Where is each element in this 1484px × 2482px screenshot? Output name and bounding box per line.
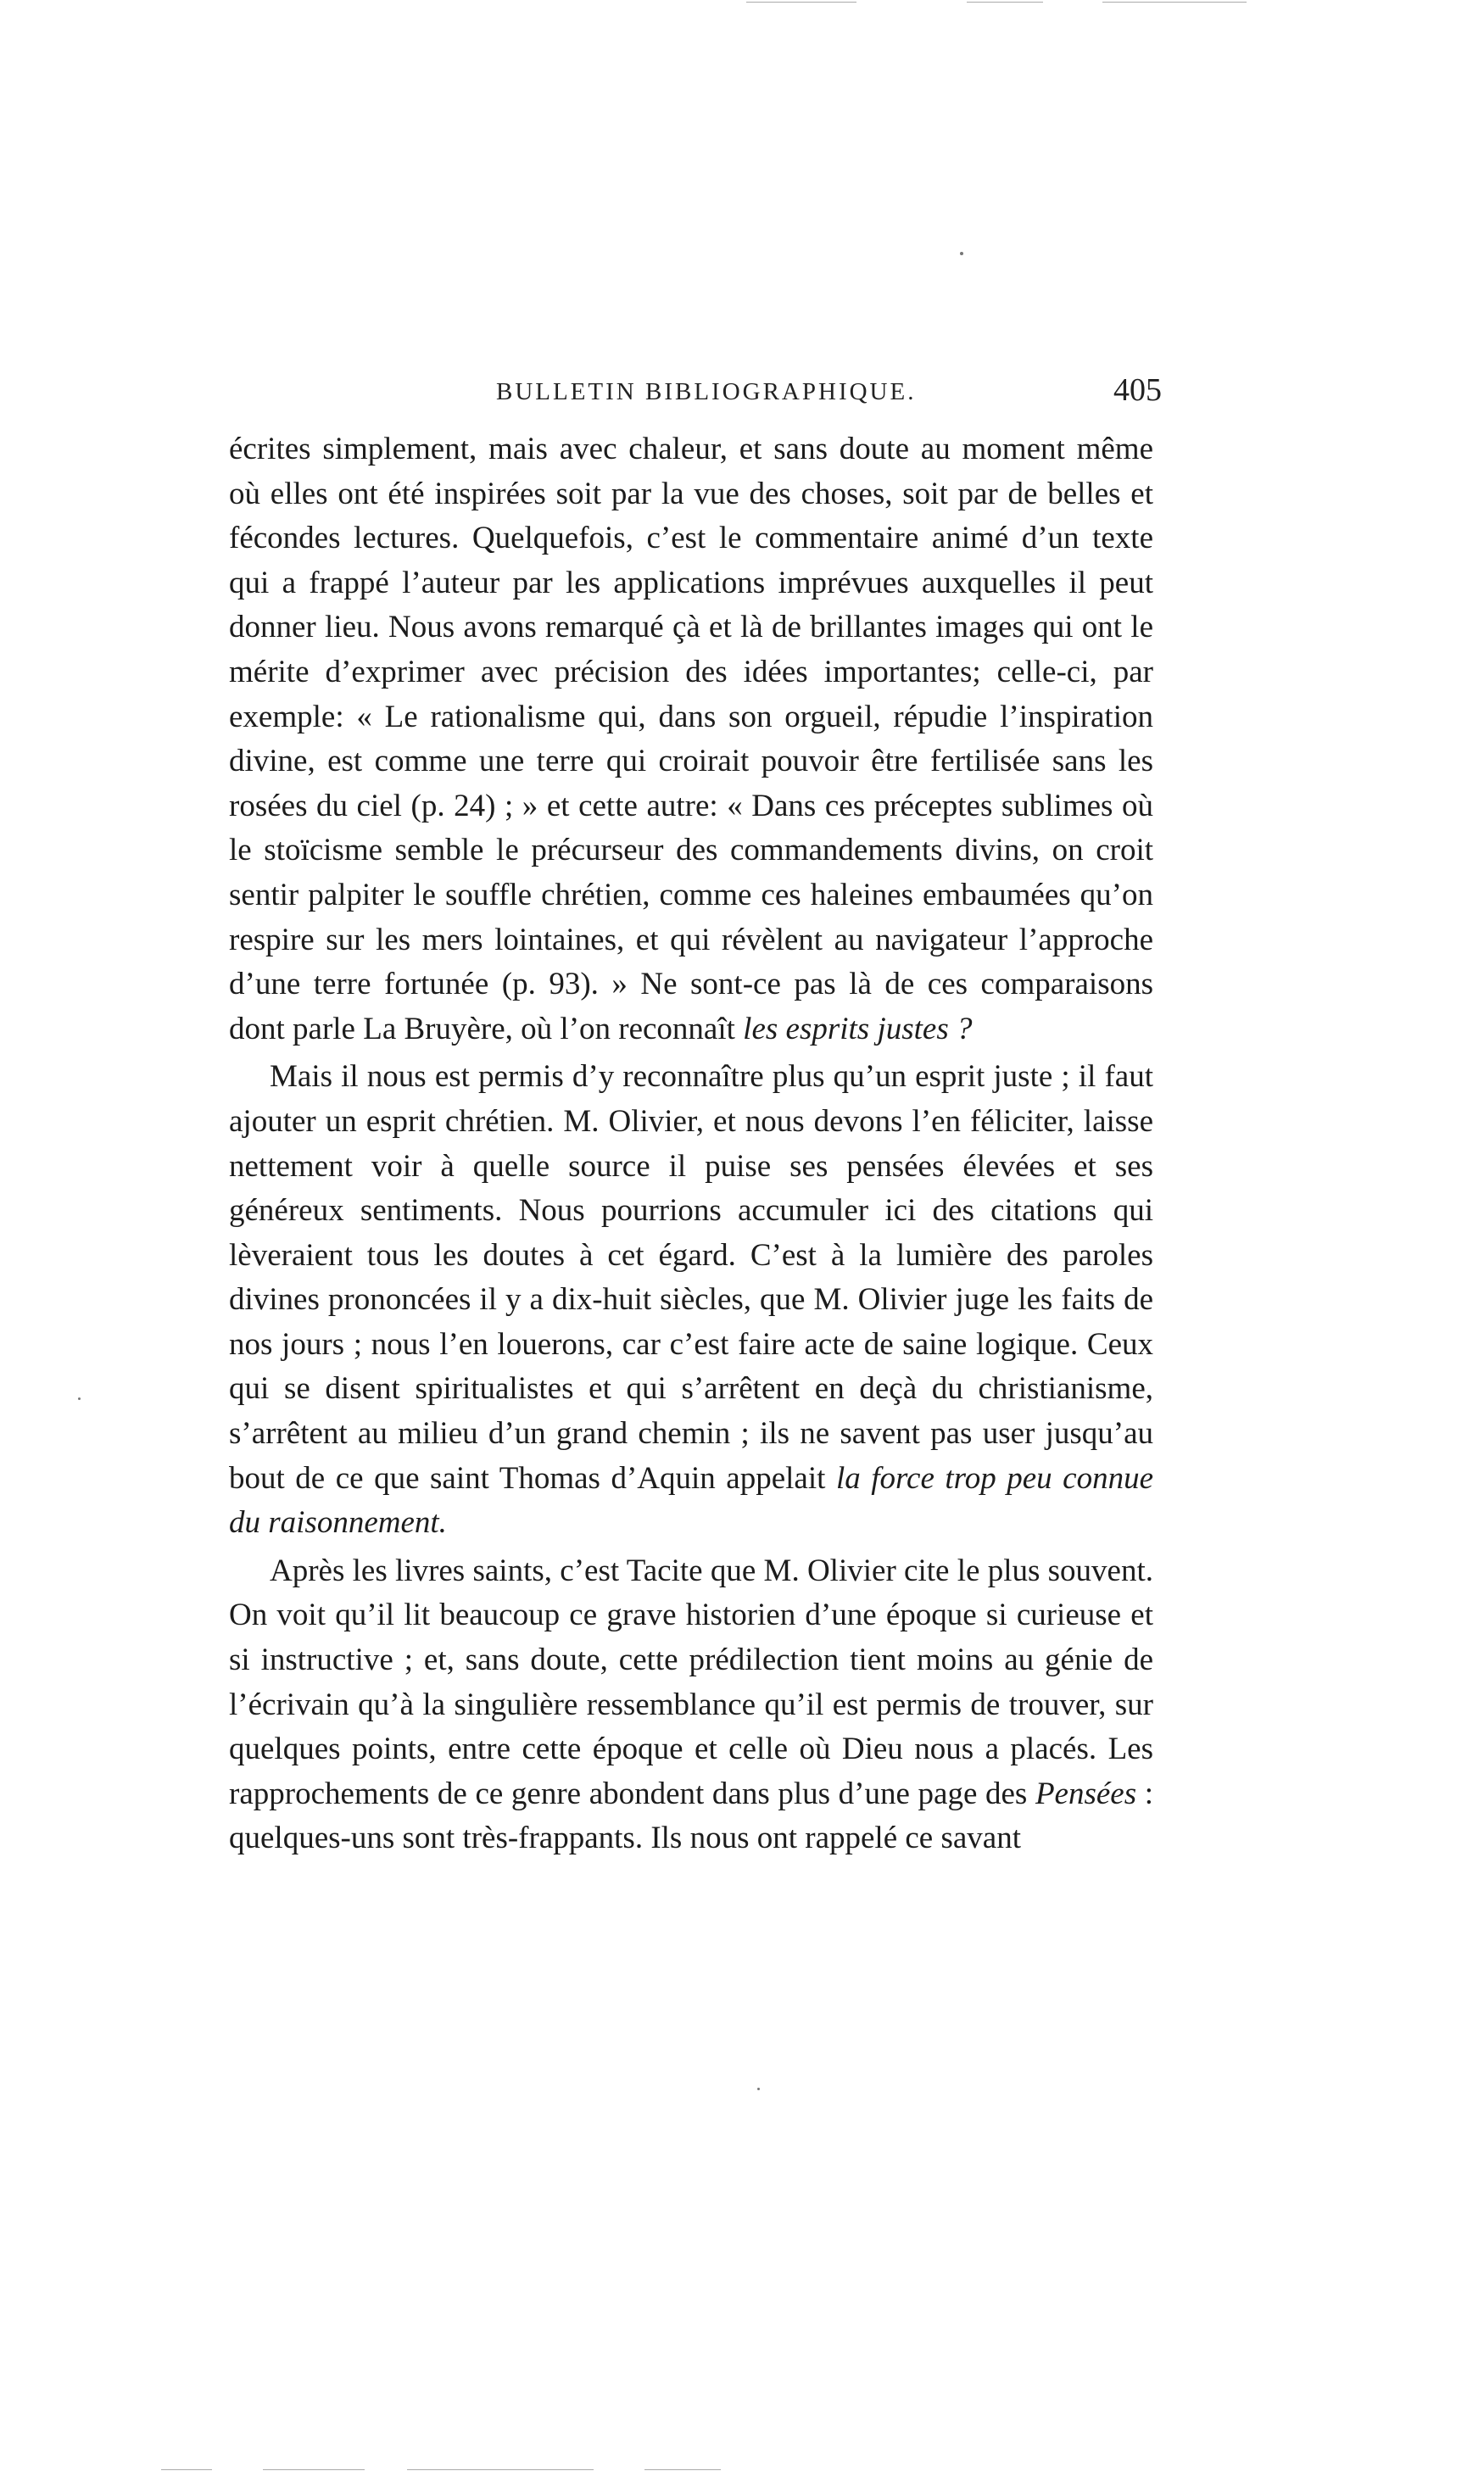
italic-phrase: la force trop peu connue du raisonnement.: [229, 1460, 1153, 1541]
paragraph-text: Après les livres saints, c’est Tacite que M. Olivier cite le plus souvent. On voit qu’il lit beaucoup ce grave historien d’une époque si curieuse et si instructive ; et, sans doute, cette prédilection tient moins au génie de l’écrivain qu’à la singulière ressemblance qu’il est permis de trouver, sur quelques points, entre cette époque et celle où Dieu nous a placés. Les rapprochements de ce genre abondent dans plus d’une page des: [229, 1553, 1153, 1811]
body-text: [229, 427, 1153, 1861]
italic-phrase: les esprits justes ?: [743, 1011, 973, 1046]
italic-title: Pensées: [1035, 1776, 1137, 1811]
bottom-edge-mark: [407, 2469, 594, 2470]
bottom-edge-mark: [263, 2469, 365, 2470]
paragraph: [229, 1055, 1153, 1546]
page-speck: [960, 252, 963, 255]
page-speck: [757, 2088, 760, 2090]
paragraph-text: Mais il nous est permis d’y reconnaître plus qu’un esprit juste ; il faut ajouter un esprit chrétien. M. Olivier, et nous devons l’en féliciter, laisse nettement voir à quelle source il puise ses pensées élevées et ses généreux sentiments. Nous pourrions accumuler ici des citations qui lèveraient tous les doutes à cet égard. C’est à la lumière des paroles divines prononcées il y a dix-huit siècles, que M. Olivier juge les faits de nos jours ; nous l’en louerons, car c’est faire acte de saine logique. Ceux qui se disent spiritualistes et qui s’arrêtent en deçà du christianisme, s’arrêtent au milieu d’un grand chemin ; ils ne savent pas user jusqu’au bout de ce que saint Thomas d’Aquin appelait: [229, 1059, 1153, 1496]
running-title: BULLETIN BIBLIOGRAPHIQUE.: [496, 378, 917, 405]
page-number: 405: [1113, 372, 1162, 408]
paragraph: [229, 1549, 1153, 1861]
running-head: [229, 371, 1162, 422]
paragraph-text: : quelques-uns sont très-frappants. Ils nous ont rappelé ce savant: [229, 1776, 1154, 1856]
page-speck: [78, 1397, 81, 1400]
top-edge-mark: [967, 2, 1043, 3]
top-edge-mark: [1102, 2, 1247, 3]
paragraph-continued: [229, 427, 1153, 1051]
bottom-edge-mark: [161, 2469, 212, 2470]
paragraph-text: écrites simplement, mais avec chaleur, et sans doute au moment même où elles ont été inspirées soit par la vue des choses, soit par de belles et fécondes lectures. Quelquefois, c’est le commentaire animé d’un texte qui a frappé l’auteur par les applications imprévues auxquelles il peut donner lieu. Nous avons remarqué çà et là de brillantes images qui ont le mérite d’exprimer avec précision des idées importantes; celle-ci, par exemple: « Le rationalisme qui, dans son orgueil, répudie l’inspiration divine, est comme une terre qui croirait pouvoir être fertilisée sans les rosées du ciel (p. 24) ; » et cette autre: « Dans ces préceptes sublimes où le stoïcisme semble le précurseur des commandements divins, on croit sentir palpiter le souffle chrétien, comme ces haleines embaumées qu’on respire sur les mers lointaines, et qui révèlent au navigateur l’approche d’une terre fortunée (p. 93). » Ne sont-ce pas là de ces comparaisons dont parle La Bruyère, où l’on reconnaît: [229, 432, 1153, 1046]
bottom-edge-mark: [644, 2469, 721, 2470]
top-edge-mark: [746, 2, 856, 3]
